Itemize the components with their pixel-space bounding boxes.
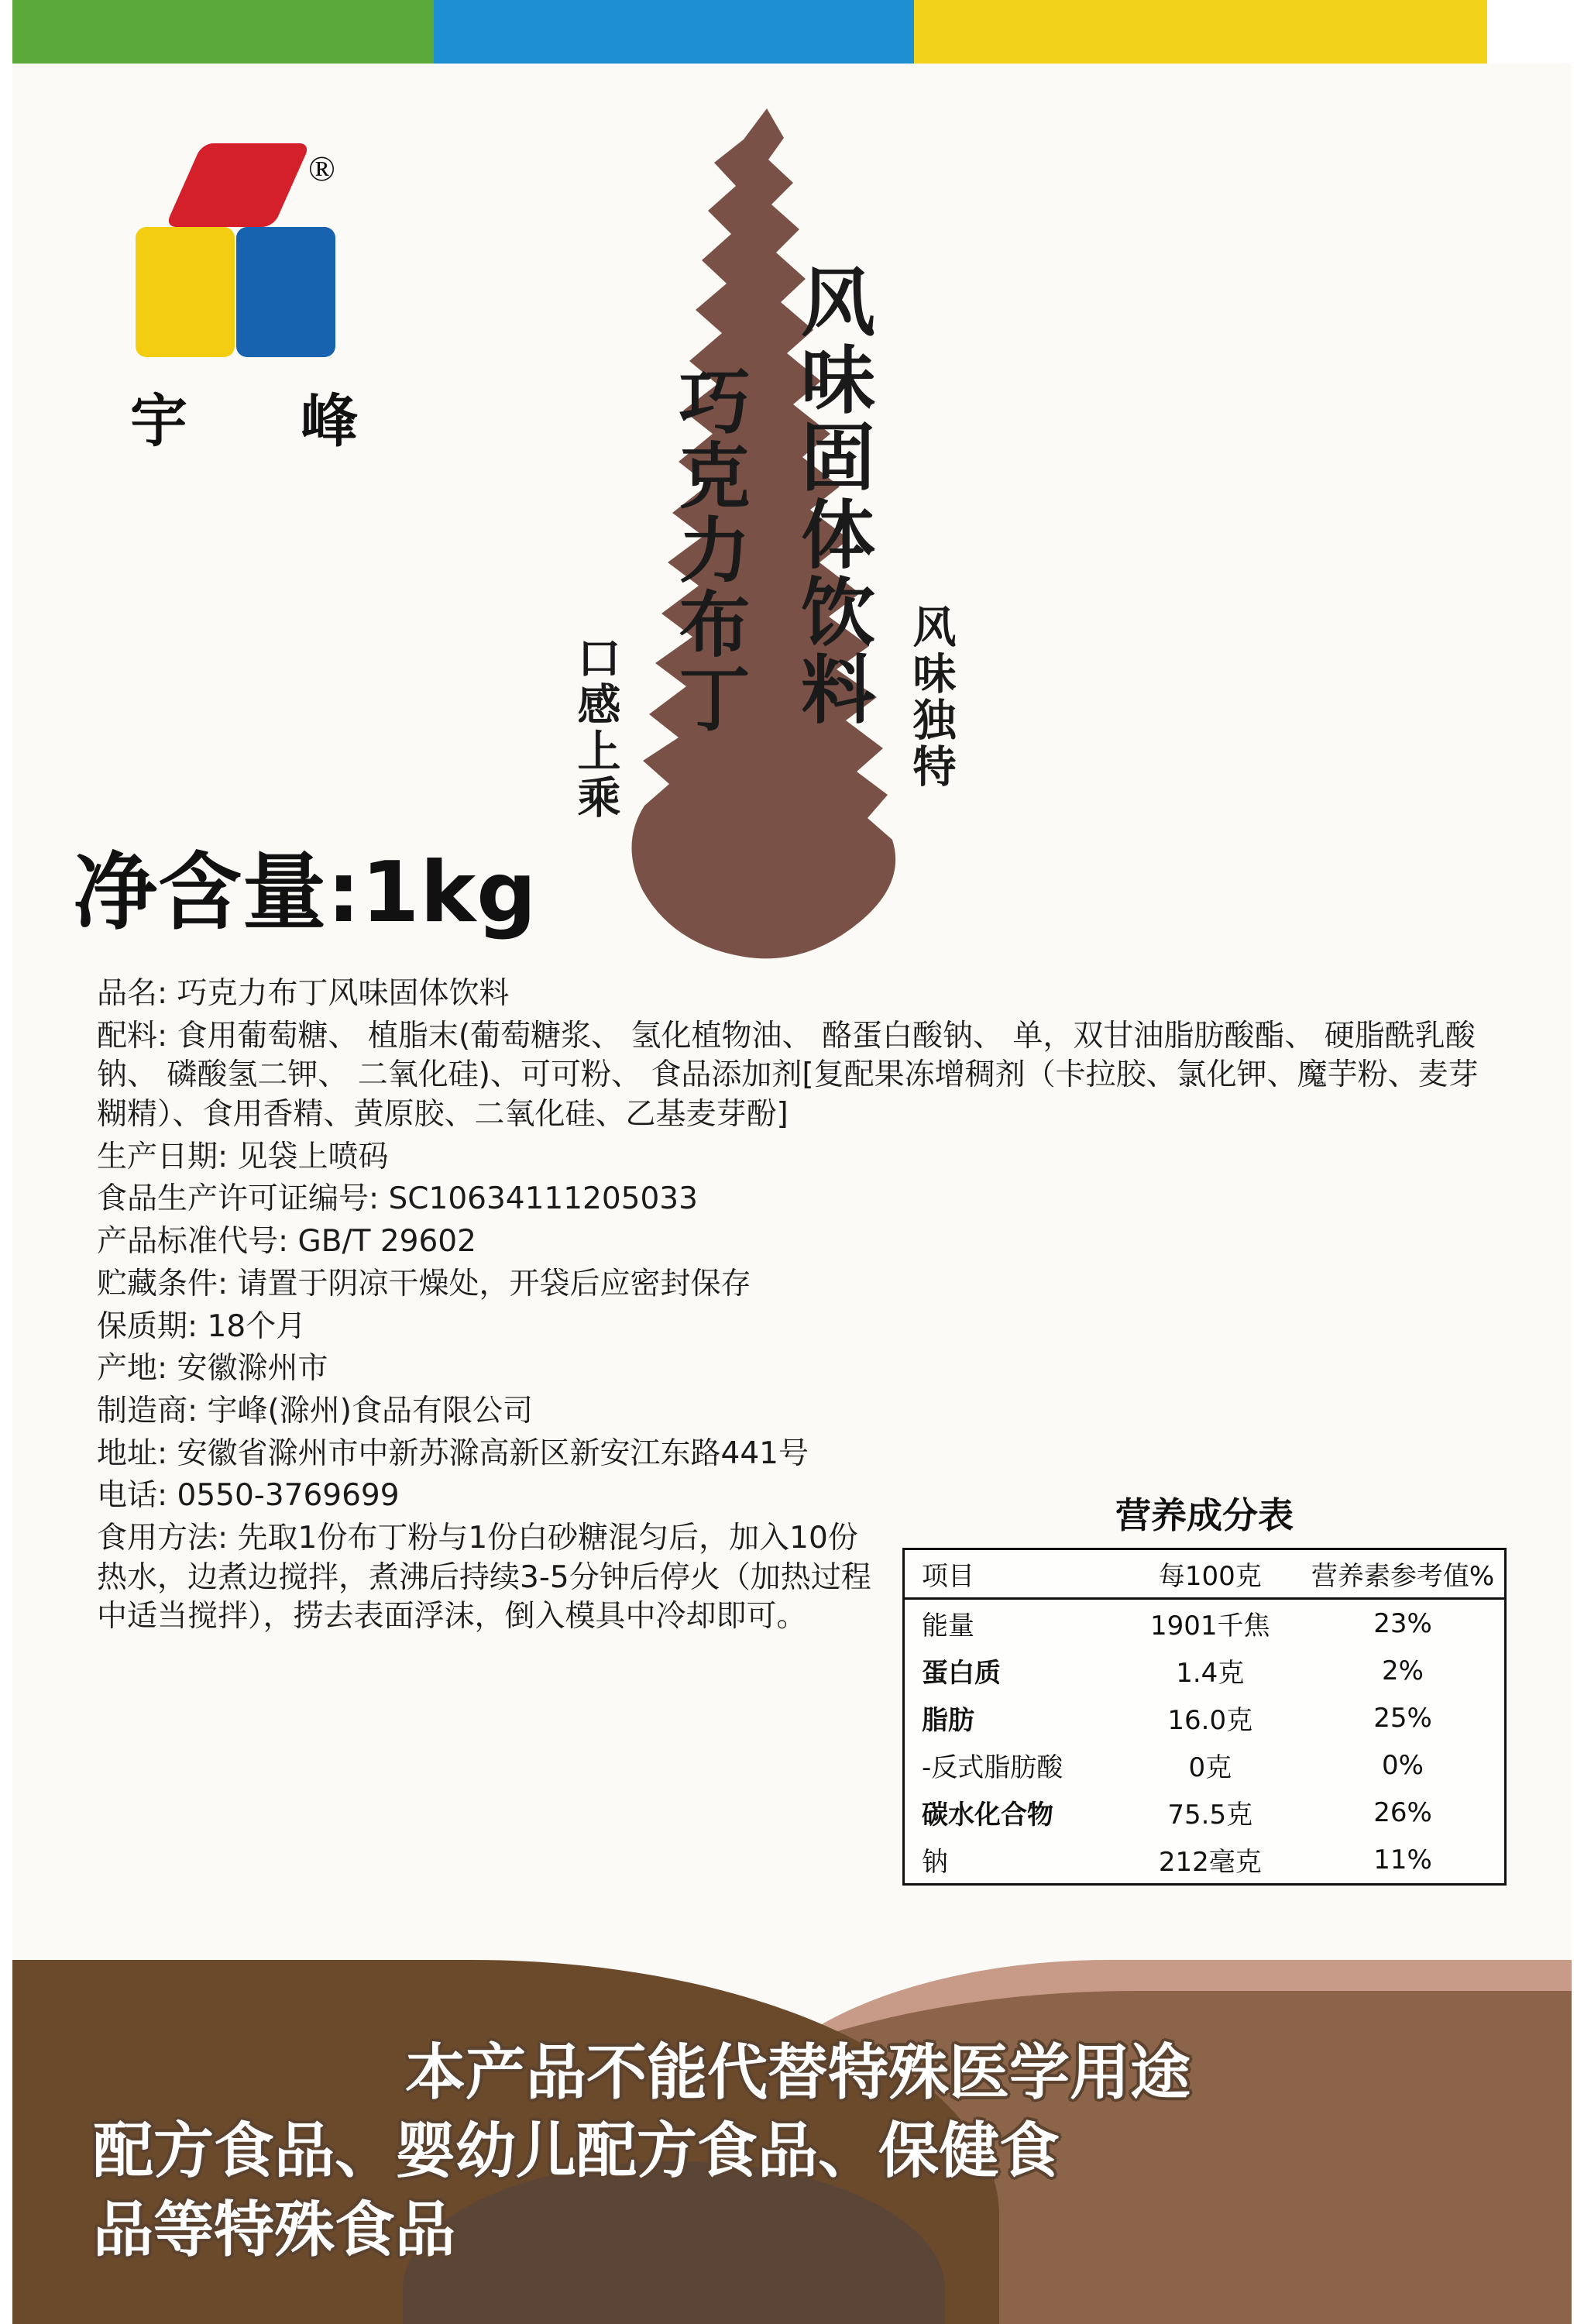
info-manufacturer: 制造商: 宇峰(滁州)食品有限公司 <box>97 1393 533 1428</box>
nutrition-table <box>902 1548 1507 1886</box>
disclaimer-line-3: 品等特殊食品 <box>93 2195 456 2265</box>
hero-title-block <box>496 108 1038 968</box>
nutrition-nrv: 26% <box>1373 1796 1432 1828</box>
nutrition-facts <box>902 1487 1507 1886</box>
registered-trademark-icon: ® <box>308 149 335 188</box>
hero-slogan-right: 风味独特 <box>905 604 957 790</box>
band-segment-green <box>0 0 434 64</box>
info-phone: 电话: 0550-3769699 <box>97 1478 400 1514</box>
disclaimer-block <box>93 2034 1503 2270</box>
table-row <box>904 1694 1506 1741</box>
info-usage: 食用方法: 先取1份布丁粉与1份白砂糖混匀后，加入10份热水，边煮边搅拌，煮沸后持续3-5分钟后停火（加热过程中适当搅拌），捞去表面浮沫，倒入模具中冷却即可。 <box>97 1520 871 1635</box>
cube-face-left-icon <box>136 227 235 357</box>
info-standard-code: 产品标准代号: GB/T 29602 <box>97 1224 476 1260</box>
info-ingredients: 配料: 食用葡萄糖、 植脂末(葡萄糖浆、 氢化植物油、 酪蛋白酸钠、 单，双甘油脂肪酸酯、 硬脂酰乳酸钠、 磷酸氢二钾、 二氧化硅)、可可粉、 食品添加剂[复配果冻增稠剂（卡拉胶、氯化钾、魔芋粉、麦芽糊精）、食用香精、黄原胶、二氧化硅、乙基麦芽酚] <box>97 1018 1479 1133</box>
nutrition-per100: 16.0克 <box>1167 1705 1253 1736</box>
band-segment-yellow <box>914 0 1487 64</box>
disclaimer-line-1: 本产品不能代替特殊医学用途 <box>404 2037 1191 2108</box>
nutrition-per100: 212毫克 <box>1158 1847 1262 1878</box>
nutrition-item: 脂肪 <box>922 1705 974 1736</box>
nutrition-nrv: 25% <box>1373 1702 1432 1734</box>
hero-slogan-left: 口感上乘 <box>570 635 621 821</box>
table-row <box>904 1741 1506 1789</box>
nutrition-item: 钠 <box>922 1847 948 1878</box>
hero-title-line-2: 巧克力布丁 <box>667 364 751 736</box>
disclaimer-line-2: 配方食品、婴幼儿配方食品、保健食 <box>93 2116 1060 2187</box>
cube-logo-icon <box>136 143 337 368</box>
info-address: 地址: 安徽省滁州市中新苏滁高新区新安江东路441号 <box>97 1435 809 1471</box>
info-origin: 产地: 安徽滁州市 <box>97 1351 328 1387</box>
brand-logo <box>116 143 372 469</box>
nutrition-nrv: 0% <box>1382 1749 1424 1781</box>
info-product-name: 品名: 巧克力布丁风味固体饮料 <box>97 976 510 1011</box>
nutrition-item: 能量 <box>922 1611 974 1642</box>
nutrition-header-nrv: 营养素参考值% <box>1301 1549 1506 1599</box>
nutrition-header-per100: 每100克 <box>1119 1549 1301 1599</box>
brand-char-left: 宇 <box>130 388 187 455</box>
edge-margin-left <box>0 0 12 2324</box>
nutrition-item: 蛋白质 <box>922 1658 1001 1689</box>
nutrition-item: -反式脂肪酸 <box>922 1752 1063 1783</box>
nutrition-nrv: 11% <box>1373 1844 1432 1875</box>
hero-graphic <box>496 108 1038 968</box>
nutrition-title: 营养成分表 <box>1115 1494 1294 1536</box>
brand-char-right: 峰 <box>301 388 358 455</box>
hero-title-line-1: 风味固体饮料 <box>789 263 876 728</box>
band-segment-blue <box>434 0 914 64</box>
nutrition-nrv: 2% <box>1382 1655 1424 1686</box>
table-row <box>904 1599 1506 1648</box>
table-row <box>904 1789 1506 1836</box>
nutrition-header-item: 项目 <box>904 1549 1119 1599</box>
band-segment-white <box>1487 0 1584 64</box>
top-color-band <box>0 0 1584 64</box>
nutrition-per100: 75.5克 <box>1167 1800 1253 1831</box>
cube-face-top-icon <box>165 143 311 227</box>
brand-name <box>116 376 372 458</box>
table-row <box>904 1836 1506 1885</box>
nutrition-item: 碳水化合物 <box>922 1800 1053 1831</box>
info-license-number: 食品生产许可证编号: SC10634111205033 <box>97 1181 698 1217</box>
edge-margin-right <box>1572 0 1584 2324</box>
info-shelf-life: 保质期: 18个月 <box>97 1308 307 1344</box>
nutrition-per100: 1.4克 <box>1176 1658 1245 1689</box>
table-row <box>904 1647 1506 1694</box>
nutrition-per100: 1901千焦 <box>1150 1611 1270 1642</box>
net-weight-label: 净含量:1kg <box>74 844 538 941</box>
info-production-date: 生产日期: 见袋上喷码 <box>97 1139 389 1174</box>
nutrition-header-row <box>904 1549 1506 1599</box>
cube-face-right-icon <box>236 227 335 357</box>
nutrition-nrv: 23% <box>1373 1607 1432 1639</box>
nutrition-per100: 0克 <box>1188 1752 1232 1783</box>
info-storage: 贮藏条件: 请置于阴凉干燥处，开袋后应密封保存 <box>97 1266 751 1301</box>
